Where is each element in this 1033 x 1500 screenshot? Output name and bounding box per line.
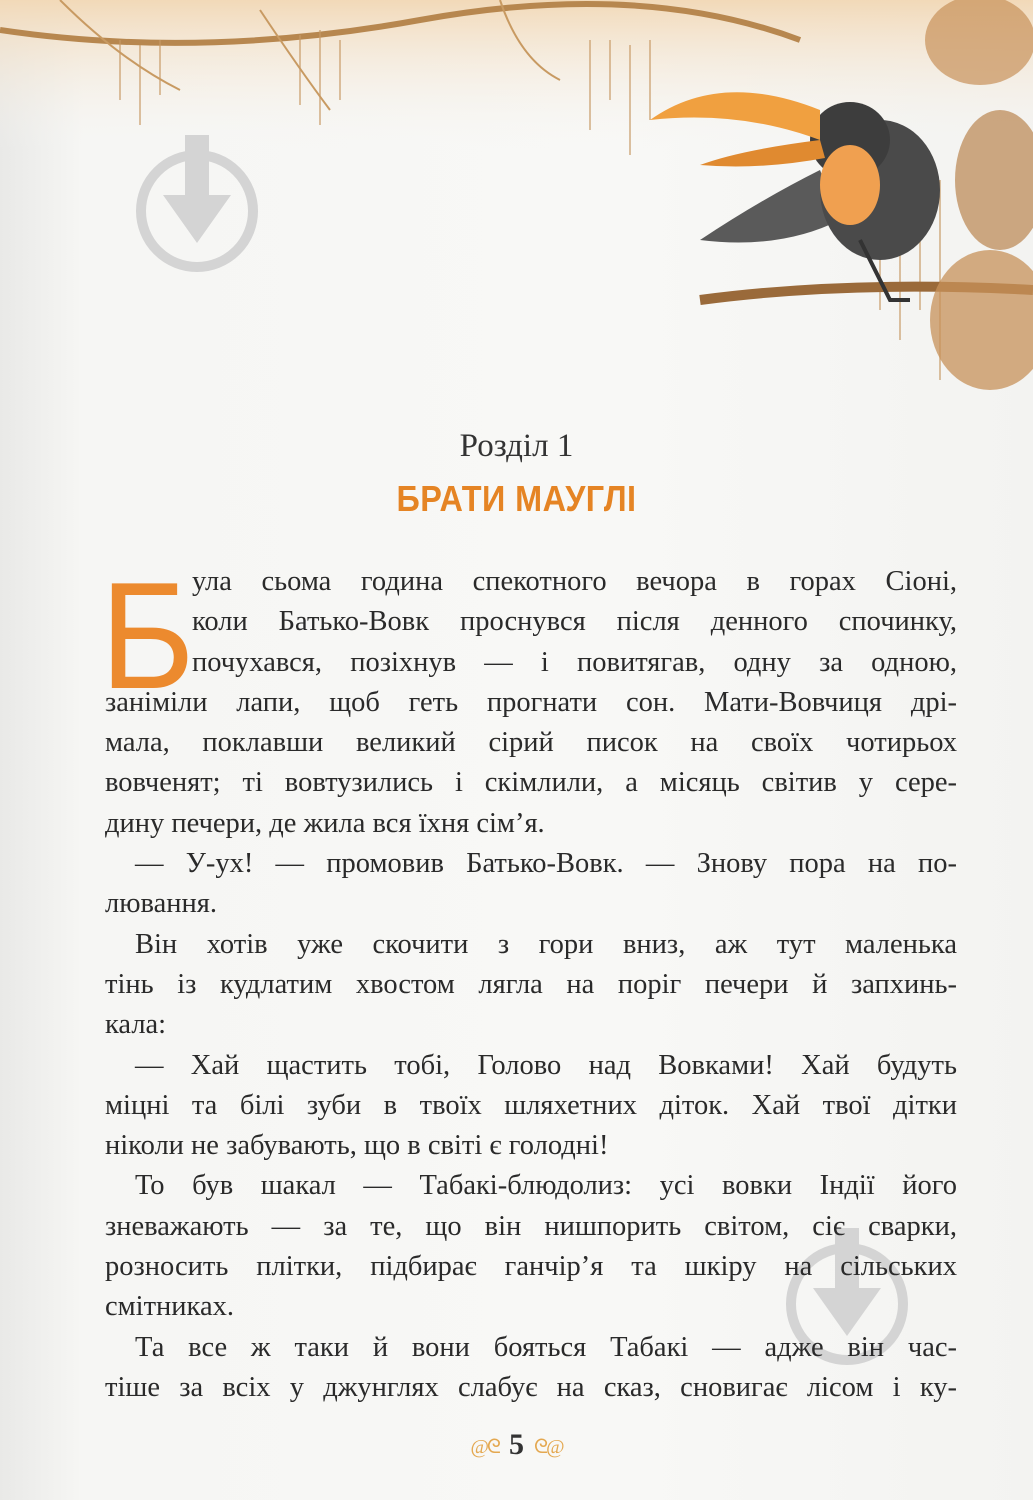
chapter-label: Розділ 1 bbox=[459, 428, 574, 464]
text-line: лювання. bbox=[105, 888, 217, 920]
text-line: заніміли лапи, щоб геть прогнати сон. Мати-Вовчиця дрі- bbox=[105, 686, 957, 718]
page-number: 5 bbox=[509, 1428, 524, 1461]
text-line: коли Батько-Вовк проснувся після денного спочинку, bbox=[192, 606, 957, 638]
text-line: мала, поклавши великий сірий писок на своїх чотирьох bbox=[105, 727, 957, 759]
text-line: тінь із кудлатим хвостом лягла на поріг печери й запхинь- bbox=[105, 968, 957, 1000]
chapter-title: БРАТИ МАУГЛІ bbox=[396, 478, 637, 519]
drop-cap: Б bbox=[100, 551, 195, 721]
text-line: розносить плітки, підбирає ганчір’я та шкіру на сільських bbox=[105, 1251, 957, 1283]
text-line: тіше за всіх у джунглях слабує на сказ, сновигає лісом і ку- bbox=[105, 1371, 957, 1403]
text-line: почухався, позіхнув — і повитягав, одну за одною, bbox=[192, 646, 957, 678]
text-line: То був шакал — Табакі-блюдолиз: усі вовки Індії його bbox=[135, 1170, 957, 1202]
ornament-left-icon: @ᘓ bbox=[470, 1435, 499, 1458]
text-line: кала: bbox=[105, 1009, 167, 1041]
text-line: ніколи не забувають, що в світі є голодні! bbox=[105, 1130, 609, 1162]
text-line: дину печери, де жила вся їхня сім’я. bbox=[105, 807, 545, 839]
text-line: Він хотів уже скочити з гори вниз, аж тут маленька bbox=[135, 928, 957, 960]
watermark-download-icon bbox=[135, 135, 260, 275]
text-line: — У-ух! — промовив Батько-Вовк. — Знову пора на по- bbox=[135, 848, 957, 880]
ornament-right-icon: ᘓ@ bbox=[534, 1435, 563, 1458]
text-line: Та все ж таки й вони бояться Табакі — адже він час- bbox=[135, 1331, 957, 1363]
page-number-footer bbox=[0, 1428, 1033, 1462]
text-line: — Хай щастить тобі, Голово над Вовками! Хай будуть bbox=[135, 1049, 957, 1081]
text-line: зневажають — за те, що він нишпорить світом, сіє сварки, bbox=[105, 1210, 957, 1242]
text-line: ула сьома година спекотного вечора в горах Сіоні, bbox=[192, 566, 957, 597]
text-line: смітниках. bbox=[105, 1291, 235, 1323]
body-text bbox=[105, 562, 957, 1408]
text-line: міцні та білі зуби в твоїх шляхетних діток. Хай твої дітки bbox=[105, 1089, 957, 1121]
text-line: вовченят; ті вовтузились і скімлили, а місяць світив у сере- bbox=[105, 767, 957, 799]
